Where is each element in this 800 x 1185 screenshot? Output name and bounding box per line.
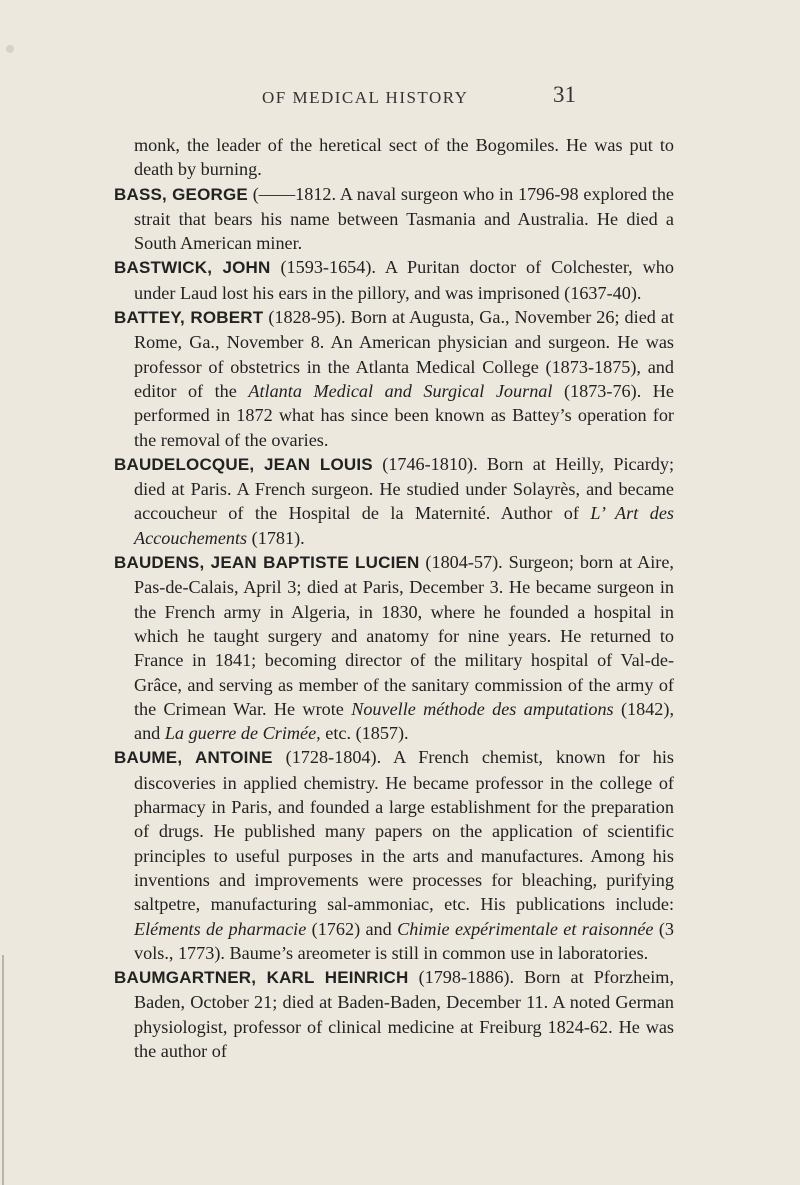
book-title: L’ Art des Accouchements xyxy=(134,503,674,548)
continuation-text: monk, the leader of the heretical sect of the Bogomiles. He was put to death by burning. xyxy=(134,135,674,180)
paper-spot xyxy=(6,45,14,53)
entry-text: (3 vols., 1773). Baume’s areometer is still in common use in laboratories. xyxy=(134,918,674,963)
entry-bastwick xyxy=(114,255,674,305)
entry-baume xyxy=(114,745,674,965)
entry-baudelocque xyxy=(114,452,674,550)
book-title: La guerre de Crimée, xyxy=(164,723,321,744)
page-body xyxy=(114,133,674,1063)
entry-text: (1842), and xyxy=(134,698,674,744)
page-number: 31 xyxy=(553,82,576,107)
entry-text: (——1812. A naval surgeon who in 1796-98 explored the strait that bears his name between Tasmania and Australia. He died a South American miner. xyxy=(134,183,674,254)
headword: BAUDENS, JEAN BAPTISTE LUCIEN xyxy=(114,553,420,573)
entry-text: etc. (1857). xyxy=(320,723,409,744)
entry-text: (1781). xyxy=(247,527,305,548)
book-title: Eléments de pharmacie xyxy=(134,918,307,939)
entry-text: (1746-1810). Born at Heilly, Picardy; died at Paris. A French surgeon. He studied under Solayrès, and became accoucheur of the Hospital de la Maternité. Author of xyxy=(134,453,674,524)
headword: BATTEY, ROBERT xyxy=(114,308,264,328)
running-title: OF MEDICAL HISTORY xyxy=(262,88,469,107)
entry-text: (1828-95). Born at Augusta, Ga., November 26; died at Rome, Ga., November 8. An American physician and surgeon. He was professor of obstetrics in the Atlanta Medical College (1873-1875), and editor of the xyxy=(134,307,674,401)
headword: BAUDELOCQUE, JEAN LOUIS xyxy=(114,454,373,474)
entry-text: (1762) and xyxy=(306,918,398,939)
entry-baudens xyxy=(114,550,674,745)
entry-text: (1728-1804). A French chemist, known for his discoveries in applied chemistry. He became professor in the college of pharmacy in Paris, and founded a large establishment for the preparation of drugs. He published many papers on the application of scientific principles to useful purposes in the arts and manufactures. Among his inventions and improvements were processes for bleaching, purifying saltpetre, manufacturing sal-ammoniac, etc. His publications include: xyxy=(134,747,674,915)
entry-text: (1798-1886). Born at Pforzheim, Baden, October 21; died at Baden-Baden, December 11. A noted German physiologist, professor of clinical medicine at Freiburg 1824-62. He was the author of xyxy=(134,967,674,1061)
book-title: Nouvelle méthode des amputations xyxy=(351,698,614,719)
entry-text: (1804-57). Surgeon; born at Aire, Pas-de-Calais, April 3; died at Paris, December 3. He became surgeon in the French army in Algeria, in 1830, where he founded a hospital in which he taught surgery and anatomy for nine years. He returned to France in 1841; becoming director of the military hospital of Val-de-Grâce, and serving as member of the sanitary commission of the army of the Crimean War. He wrote xyxy=(134,552,674,719)
entry-baumgartner xyxy=(114,965,674,1063)
entry-text: (1873-76). He performed in 1872 what has since been known as Battey’s operation for the removal of the ovaries. xyxy=(134,380,674,450)
entry-bass xyxy=(114,182,674,256)
headword: BAUME, ANTOINE xyxy=(114,748,273,768)
book-title: Chimie expérimentale et raisonnée xyxy=(397,918,654,939)
entry-battey xyxy=(114,305,674,452)
entry-text: (1593-1654). A Puritan doctor of Colchester, who under Laud lost his ears in the pillory, and was imprisoned (1637-40). xyxy=(134,257,674,303)
journal-title: Atlanta Medical and Surgical Journal xyxy=(248,380,553,401)
headword: BAUMGARTNER, KARL HEINRICH xyxy=(114,968,409,988)
headword: BASS, GEORGE xyxy=(114,184,248,204)
running-head xyxy=(0,78,800,118)
headword: BASTWICK, JOHN xyxy=(114,258,271,278)
page-edge-shadow xyxy=(2,955,4,1185)
